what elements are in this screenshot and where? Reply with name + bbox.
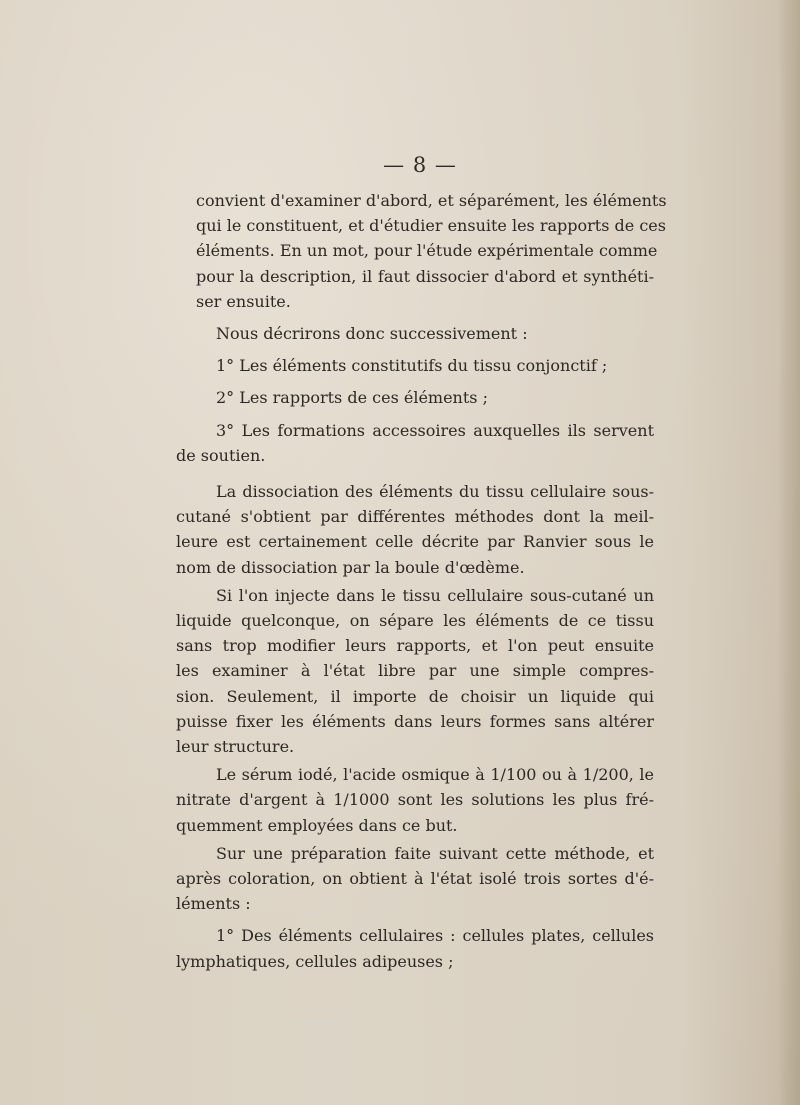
list-item	[176, 418, 654, 468]
text-line: nitrate d'argent à 1/1000 sont les solutions les plus fré-	[176, 790, 654, 810]
text-line: ser ensuite.	[196, 291, 291, 311]
text-line: sion. Seulement, il importe de choisir un liquide qui	[176, 686, 654, 706]
text-line: 1° Les éléments constitutifs du tissu conjonctif ;	[216, 356, 608, 376]
text-line: Le sérum iodé, l'acide osmique à 1/100 ou à 1/200, le	[216, 765, 654, 785]
list-item	[176, 923, 654, 973]
text-line: lymphatiques, cellules adipeuses ;	[176, 951, 454, 971]
page-number: — 8 —	[383, 153, 457, 177]
text-line: Nous décrirons donc successivement :	[216, 324, 528, 344]
paragraph	[176, 479, 654, 580]
paragraph	[176, 762, 654, 838]
text-line: 1° Des éléments cellulaires : cellules plates, cellules	[216, 926, 654, 946]
text-line: nom de dissociation par la boule d'œdème.	[176, 557, 525, 577]
body-text	[176, 188, 667, 974]
text-line: éléments. En un mot, pour l'étude expérimentale comme	[196, 241, 658, 261]
text-line: les examiner à l'état libre par une simple compres-	[176, 661, 654, 681]
paragraph	[176, 841, 654, 917]
text-line: 3° Les formations accessoires auxquelles ils servent	[216, 420, 654, 440]
text-line: leur structure.	[176, 737, 295, 757]
text-line: qui le constituent, et d'étudier ensuite les rapports de ces	[196, 216, 666, 236]
text-line: quemment employées dans ce but.	[176, 815, 458, 835]
text-line: liquide quelconque, on sépare les éléments de ce tissu	[176, 611, 654, 631]
text-line: Si l'on injecte dans le tissu cellulaire sous-cutané un	[216, 585, 654, 605]
text-line: léments :	[176, 894, 251, 914]
text-line: leure est certainement celle décrite par Ranvier sous le	[176, 532, 654, 552]
list-item	[196, 353, 654, 378]
text-line: sans trop modifier leurs rapports, et l'on peut ensuite	[176, 636, 654, 656]
text-line: de soutien.	[176, 445, 266, 465]
text-line: cutané s'obtient par différentes méthodes dont la meil-	[176, 507, 654, 527]
text-line: convient d'examiner d'abord, et séparément, les éléments	[196, 191, 667, 210]
text-line: puisse fixer les éléments dans leurs formes sans altérer	[176, 711, 654, 731]
paragraph	[196, 321, 654, 346]
text-line: après coloration, on obtient à l'état isolé trois sortes d'é-	[176, 869, 654, 889]
paragraph	[196, 188, 667, 314]
text-line: La dissociation des éléments du tissu cellulaire sous-	[216, 482, 654, 502]
text-line: Sur une préparation faite suivant cette méthode, et	[216, 843, 654, 863]
list-item	[196, 385, 654, 410]
text-line: pour la description, il faut dissocier d'abord et synthéti-	[196, 266, 654, 286]
text-line: 2° Les rapports de ces éléments ;	[216, 388, 488, 408]
paragraph	[176, 583, 654, 759]
